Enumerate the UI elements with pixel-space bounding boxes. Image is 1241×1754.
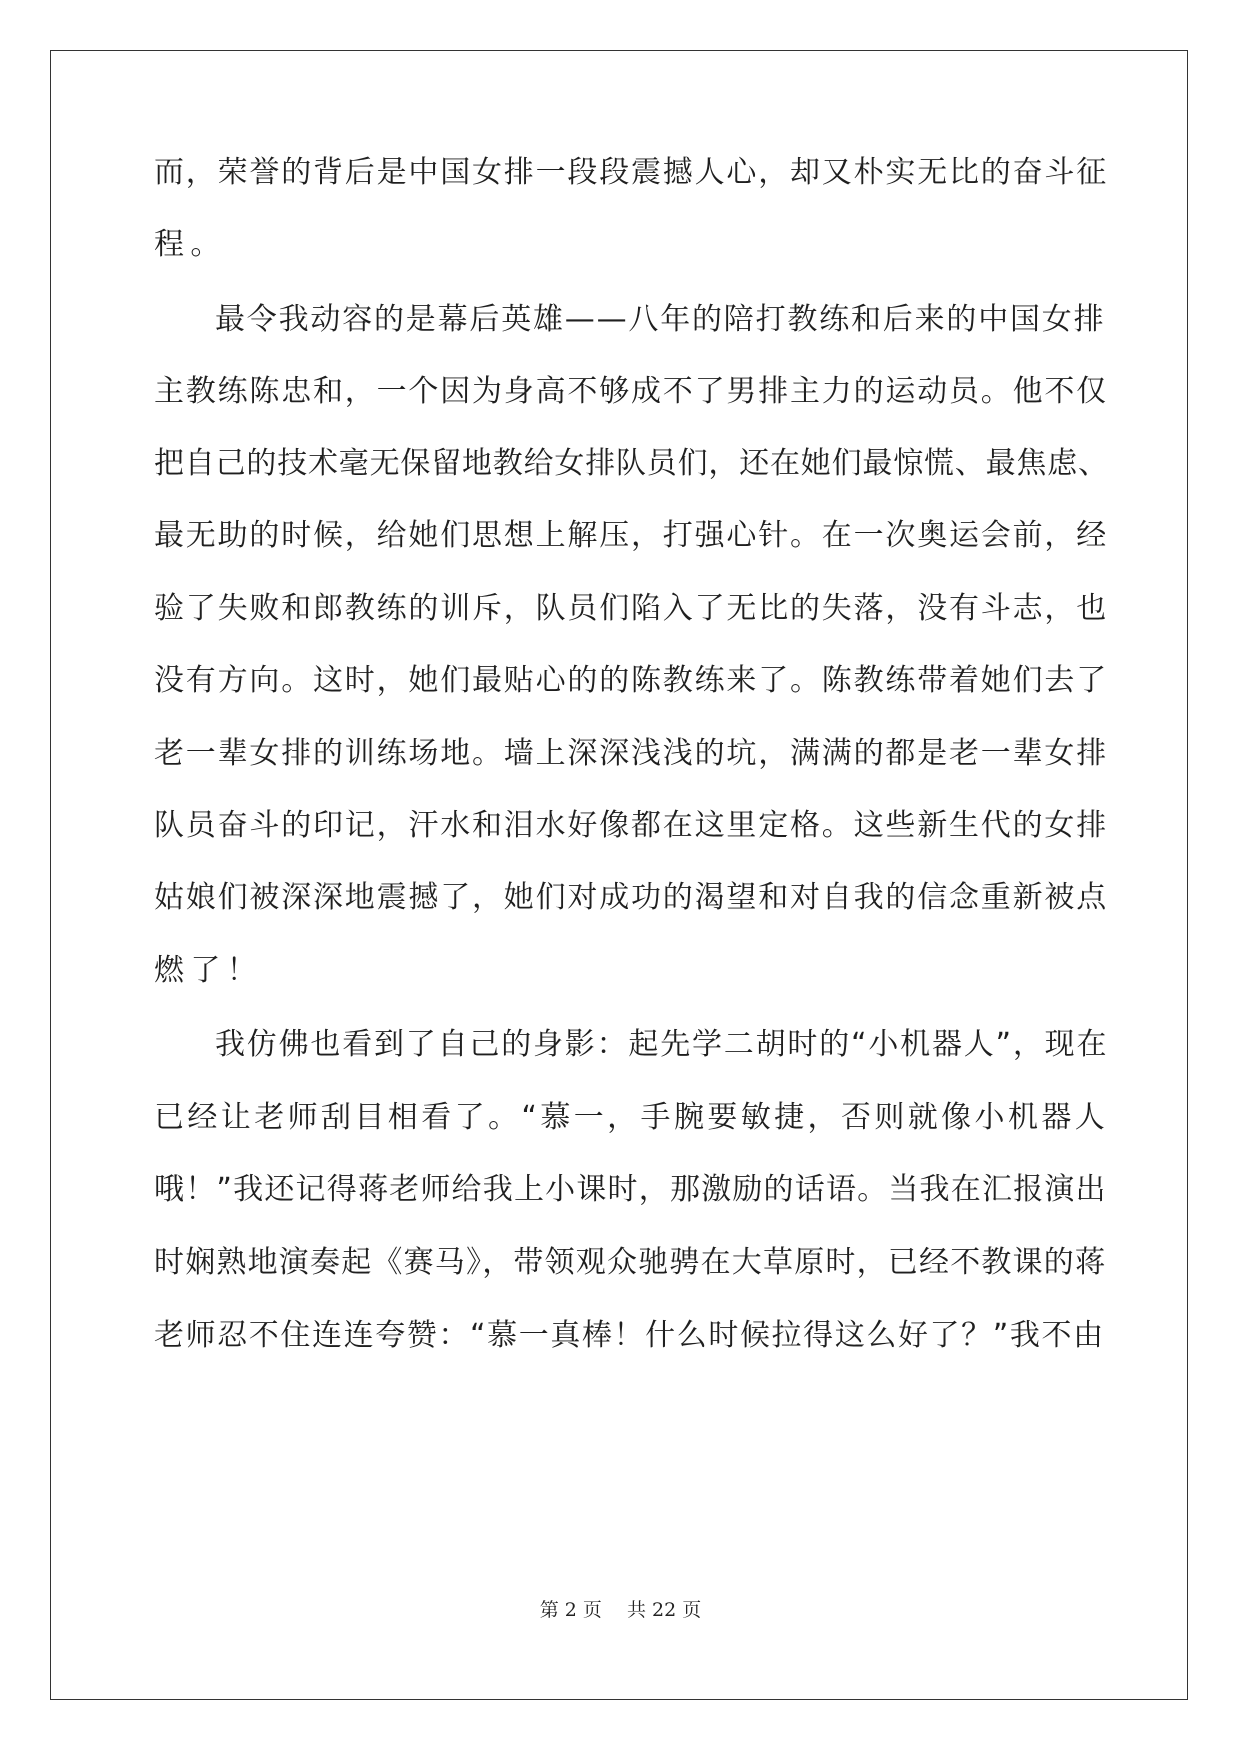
text-line: 姑娘们被深深地震撼了，她们对成功的渴望和对自我的信念重新被点: [154, 880, 1108, 915]
text-line: 时娴熟地演奏起《赛马》，带领观众驰骋在大草原时，已经不教课的蒋: [154, 1245, 1107, 1280]
paragraph-start-line: 最令我动容的是幕后英雄——八年的陪打教练和后来的中国女排: [215, 302, 1106, 337]
text-line: 燃了！: [154, 953, 264, 988]
paragraph-start-line: 我仿佛也看到了自己的身影：起先学二胡时的“小机器人”，现在: [215, 1027, 1109, 1062]
page-border: [50, 50, 1188, 1700]
text-line: 验了失败和郎教练的训斥，队员们陷入了无比的失落，没有斗志，也: [154, 591, 1108, 626]
text-line: 老一辈女排的训练场地。墙上深深浅浅的坑，满满的都是老一辈女排: [154, 736, 1108, 771]
page-number-footer: 第 2 页 共 22 页: [539, 1599, 702, 1621]
text-line: 而，荣誉的背后是中国女排一段段震撼人心，却又朴实无比的奋斗征: [154, 155, 1108, 190]
text-line: 哦！”我还记得蒋老师给我上小课时，那激励的话语。当我在汇报演出: [154, 1172, 1107, 1207]
text-line: 主教练陈忠和，一个因为身高不够成不了男排主力的运动员。他不仅: [154, 374, 1108, 409]
text-line: 没有方向。这时，她们最贴心的的陈教练来了。陈教练带着她们去了: [154, 663, 1108, 698]
text-line: 老师忍不住连连夸赞：“慕一真棒！什么时候拉得这么好了？”我不由: [154, 1318, 1105, 1353]
text-line: 队员奋斗的印记，汗水和泪水好像都在这里定格。这些新生代的女排: [154, 808, 1108, 843]
text-line: 把自己的技术毫无保留地教给女排队员们，还在她们最惊慌、最焦虑、: [154, 446, 1109, 481]
text-line: 程。: [154, 227, 227, 262]
text-line: 已经让老师刮目相看了。“慕一，手腕要敏捷，否则就像小机器人: [154, 1100, 1109, 1135]
text-line: 最无助的时候，给她们思想上解压，打强心针。在一次奥运会前，经: [154, 518, 1108, 553]
